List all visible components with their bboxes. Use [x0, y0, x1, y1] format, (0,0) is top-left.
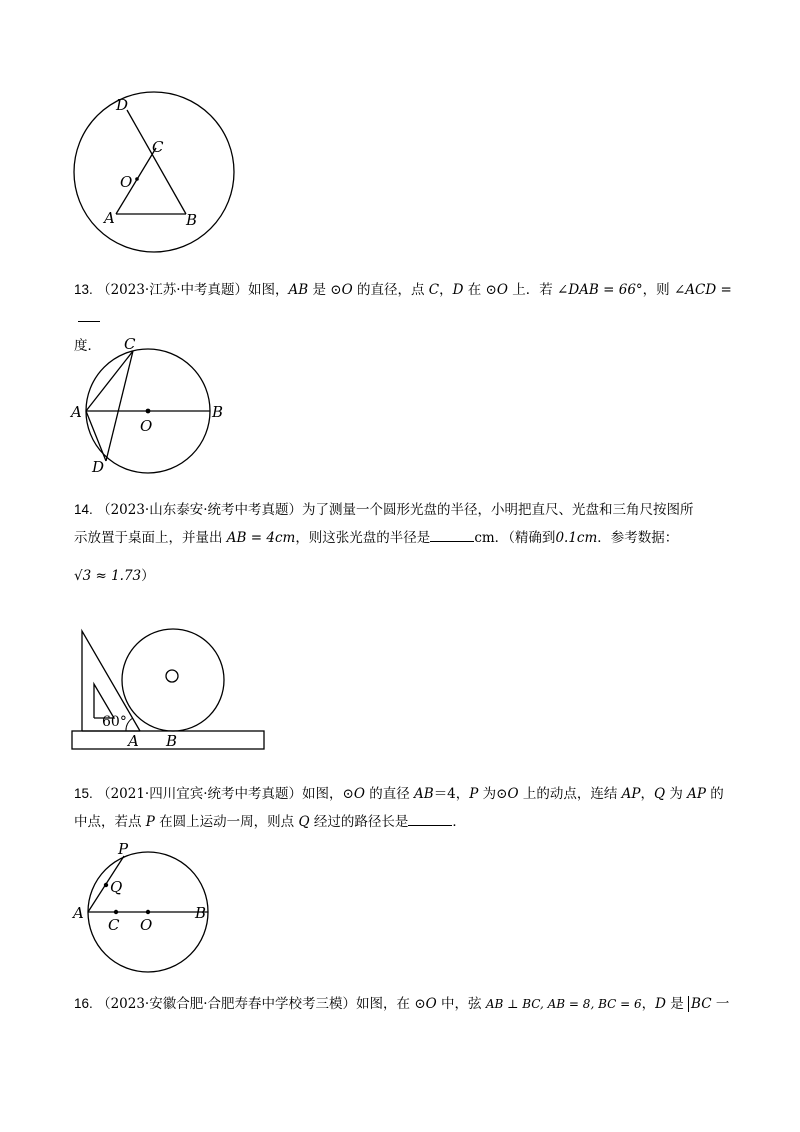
- figure-q13: [66, 333, 236, 483]
- label-A: A: [128, 732, 139, 750]
- question-13: 13. （2023·江苏·中考真题）如图，AB 是 ⊙O 的直径，点 C，D 在 ⊙O 上．若 ∠DAB = 66°，则 ∠ACD = 度．: [74, 282, 732, 354]
- label-D: D: [116, 96, 129, 114]
- question-source: （2021·四川宜宾·统考中考真题）: [97, 786, 303, 802]
- label-B: B: [195, 904, 207, 922]
- label-O: O: [140, 417, 153, 435]
- question-16: 16. （2023·安徽合肥·合肥寿春中学校考三模）如图，在 ⊙O 中，弦 AB ⊥ BC, AB = 8, BC = 6，D 是 BC 一: [74, 996, 730, 1012]
- question-source: （2023·安徽合肥·合肥寿春中学校考三模）: [97, 996, 357, 1012]
- question-15: 15. （2021·四川宜宾·统考中考真题）如图，⊙O 的直径 AB＝4，P 为⊙O 上的动点，连结 AP，Q 为 AP 的 中点，若点 P 在圆上运动一周，则点 Q 经过的路径长是 ．: [74, 786, 724, 830]
- label-B: B: [186, 211, 198, 229]
- label-A: A: [71, 403, 82, 421]
- angle-label: 60°: [102, 714, 127, 730]
- label-B: B: [166, 732, 178, 750]
- label-O: O: [140, 916, 153, 934]
- label-B: B: [212, 403, 224, 421]
- label-A: A: [73, 904, 84, 922]
- question-14: 14. （2023·山东泰安·统考中考真题）为了测量一个圆形光盘的半径，小明把直尺、光盘和三角尺按图所 示放置于桌面上，并量出 AB = 4cm，则这张光盘的半径是 cm．（精确到0.1cm．参考数据： √3 ≈ 1.73）: [74, 502, 694, 584]
- question-number: 13.: [74, 282, 93, 297]
- question-source: （2023·山东泰安·统考中考真题）: [97, 502, 303, 518]
- answer-blank[interactable]: [430, 527, 474, 542]
- label-C: C: [124, 335, 136, 353]
- figure-q14: [70, 628, 270, 753]
- label-O: O: [120, 173, 133, 191]
- label-Q: Q: [110, 878, 123, 896]
- label-C: C: [108, 916, 120, 934]
- label-D: D: [92, 458, 105, 476]
- question-number: 14.: [74, 502, 93, 517]
- label-A: A: [104, 209, 115, 227]
- label-C: C: [152, 138, 164, 156]
- question-number: 15.: [74, 786, 93, 801]
- question-source: （2023·江苏·中考真题）: [97, 282, 249, 298]
- label-P: P: [118, 840, 129, 858]
- figure-q12: [60, 90, 280, 260]
- question-number: 16.: [74, 996, 93, 1011]
- figure-q15: [68, 838, 218, 978]
- answer-blank[interactable]: [408, 811, 452, 826]
- answer-blank[interactable]: [78, 307, 100, 322]
